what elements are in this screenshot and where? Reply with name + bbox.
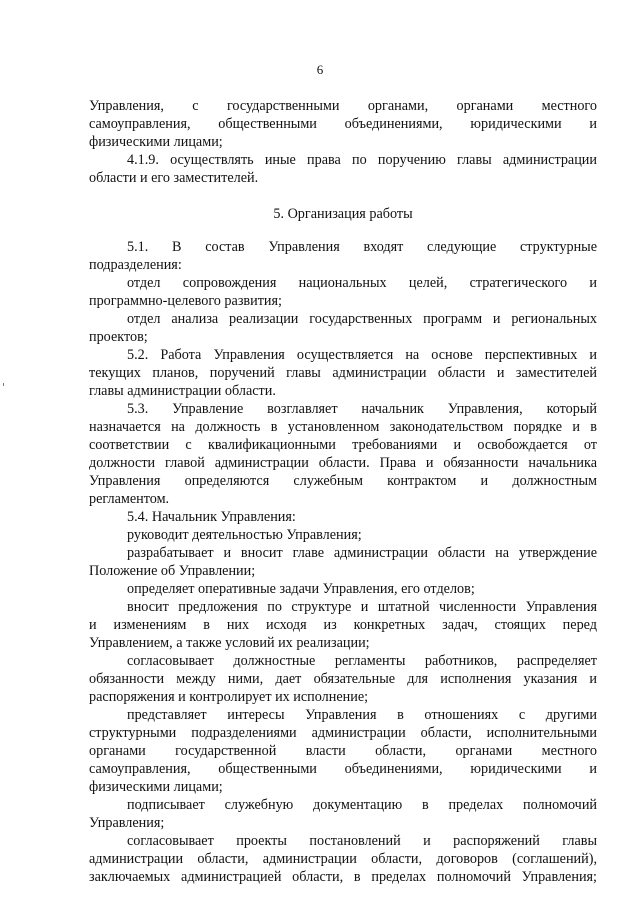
section-heading: 5. Организация работы bbox=[273, 206, 413, 222]
text-line: соответствии с квалификационными требованиями и освобождается от bbox=[89, 437, 597, 453]
text-line: и изменениям в них исходя из конкретных задач, стоящих перед bbox=[89, 617, 597, 633]
text-line: самоуправления, общественными объединениями, юридическими и bbox=[89, 116, 597, 132]
text-line: согласовывает проекты постановлений и распоряжений главы bbox=[127, 833, 597, 849]
text-line: органами государственной власти области, органами местного bbox=[89, 743, 597, 759]
text-line: Положение об Управлении; bbox=[89, 563, 256, 579]
text-line: 5.3. Управление возглавляет начальник Управления, который bbox=[127, 401, 597, 417]
text-line: 5.2. Работа Управления осуществляется на основе перспективных и bbox=[127, 347, 597, 363]
text-line: главы администрации области. bbox=[89, 383, 276, 399]
text-line: программно-целевого развития; bbox=[89, 293, 282, 309]
text-line: 5.1. В состав Управления входят следующие структурные bbox=[127, 239, 597, 255]
text-line: должности главой администрации области. Права и обязанности начальника bbox=[89, 455, 597, 471]
text-line: администрации области, администрации области, договоров (соглашений), bbox=[89, 851, 597, 867]
text-line: проектов; bbox=[89, 329, 148, 345]
text-line: 5.4. Начальник Управления: bbox=[127, 509, 296, 525]
text-line: вносит предложения по структуре и штатной численности Управления bbox=[127, 599, 597, 615]
text-line: физическими лицами; bbox=[89, 779, 223, 795]
text-line: распоряжения и контролирует их исполнение; bbox=[89, 689, 369, 705]
text-line: согласовывает должностные регламенты работников, распределяет bbox=[127, 653, 597, 669]
text-line: отдел анализа реализации государственных программ и региональных bbox=[127, 311, 597, 327]
text-line: регламентом. bbox=[89, 491, 170, 507]
text-line: руководит деятельностью Управления; bbox=[127, 527, 362, 543]
text-line: самоуправления, общественными объединениями, юридическими и bbox=[89, 761, 597, 777]
text-line: текущих планов, поручений главы администрации области и заместителей bbox=[89, 365, 597, 381]
text-line: 4.1.9. осуществлять иные права по поручению главы администрации bbox=[127, 152, 597, 168]
page-number: 6 bbox=[316, 62, 324, 77]
text-line: Управления, с государственными органами, органами местного bbox=[89, 98, 597, 114]
text-line: подписывает служебную документацию в пределах полномочий bbox=[127, 797, 597, 813]
text-line: отдел сопровождения национальных целей, стратегического и bbox=[127, 275, 597, 291]
text-line: определяет оперативные задачи Управления, его отделов; bbox=[127, 581, 475, 597]
text-line: области и его заместителей. bbox=[89, 170, 259, 186]
text-line: Управления; bbox=[89, 815, 165, 831]
text-line: представляет интересы Управления в отношениях с другими bbox=[127, 707, 597, 723]
text-line: Управления определяются служебным контрактом и должностным bbox=[89, 473, 597, 489]
scan-mark bbox=[3, 383, 4, 386]
text-line: структурными подразделениями администрации области, исполнительными bbox=[89, 725, 597, 741]
text-line: заключаемых администрацией области, в пределах полномочий Управления; bbox=[89, 869, 597, 885]
text-line: физическими лицами; bbox=[89, 134, 223, 150]
text-line: разрабатывает и вносит главе администрации области на утверждение bbox=[127, 545, 597, 561]
text-line: Управлением, а также условий их реализации; bbox=[89, 635, 370, 651]
text-line: назначается на должность в установленном законодательством порядке и в bbox=[89, 419, 597, 435]
text-line: подразделения: bbox=[89, 257, 182, 273]
text-line: обязанности между ними, дает обязательные для исполнения указания и bbox=[89, 671, 597, 687]
